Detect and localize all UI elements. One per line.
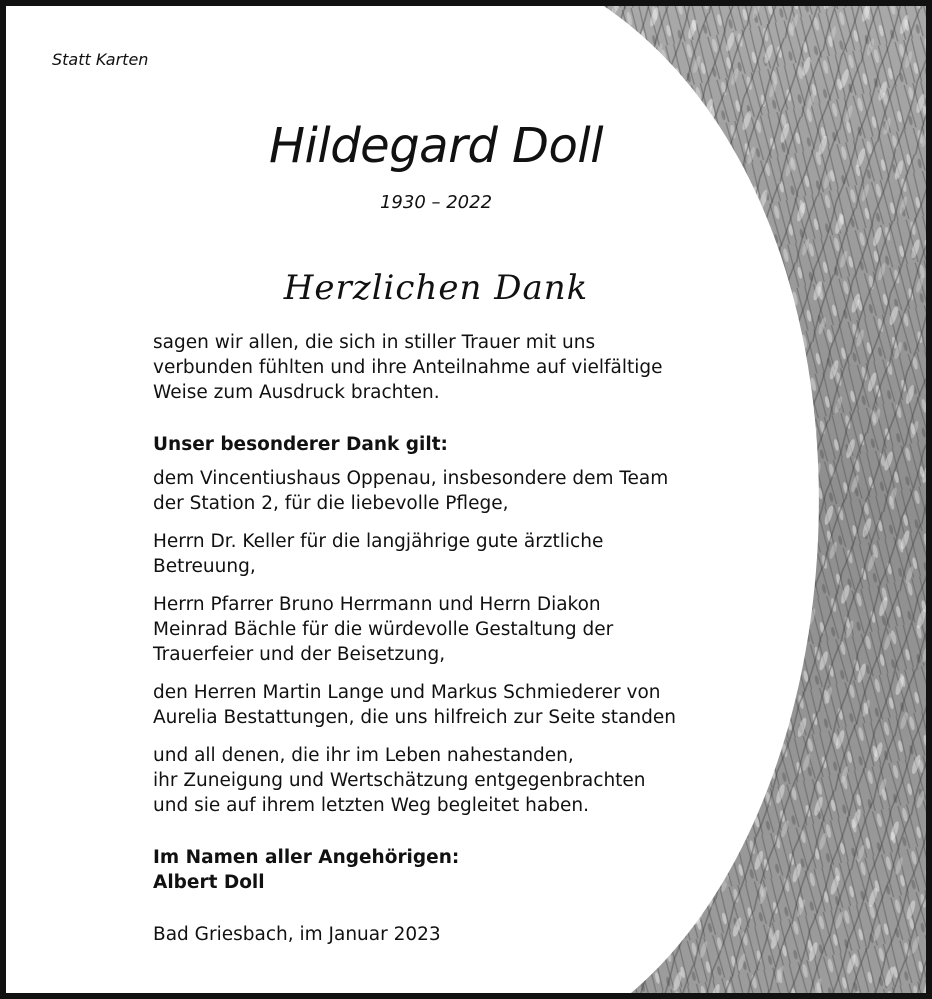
- thanks-paragraph: [153, 592, 753, 667]
- text-line: Herrn Dr. Keller für die langjährige gute ärztliche: [153, 531, 604, 552]
- text-line: ihr Zuneigung und Wertschätzung entgegenbrachten: [153, 770, 646, 791]
- thanks-paragraph: [153, 680, 753, 730]
- text-line: dem Vincentiushaus Oppenau, insbesondere dem Team: [153, 468, 669, 489]
- text-line: Trauerfeier und der Beisetzung,: [153, 644, 446, 665]
- text-line: und all denen, die ihr im Leben nahestanden,: [153, 745, 574, 766]
- thanks-paragraph: [153, 529, 753, 579]
- thanks-paragraph: [153, 466, 753, 516]
- text-line: sagen wir allen, die sich in stiller Trauer mit uns: [153, 332, 596, 353]
- statt-karten-label: Statt Karten: [52, 50, 149, 69]
- text-line: Herrn Pfarrer Bruno Herrmann und Herrn Diakon: [153, 594, 601, 615]
- text-line: den Herren Martin Lange und Markus Schmiederer von: [153, 682, 661, 703]
- life-years: 1930 – 2022: [379, 192, 493, 213]
- intro-paragraph: [153, 330, 753, 405]
- text-line: und sie auf ihrem letzten Weg begleitet haben.: [153, 795, 589, 816]
- text-line: Betreuung,: [153, 556, 256, 577]
- text-line: verbunden fühlten und ihre Anteilnahme auf vielfältige: [153, 357, 663, 378]
- thanks-paragraph: [153, 743, 753, 818]
- text-line: der Station 2, für die liebevolle Pflege,: [153, 493, 509, 514]
- message-body: [153, 330, 753, 947]
- text-line: Aurelia Bestattungen, die uns hilfreich zur Seite standen: [153, 707, 676, 728]
- text-line: Weise zum Ausdruck brachten.: [153, 382, 440, 403]
- special-thanks-heading: Unser besonderer Dank gilt:: [153, 434, 448, 455]
- deceased-name: Hildegard Doll: [268, 118, 604, 174]
- signature-block: [153, 845, 753, 895]
- signatory-name: Albert Doll: [153, 872, 265, 893]
- text-line: Meinrad Bächle für die würdevolle Gestaltung der: [153, 619, 614, 640]
- thanks-headline: Herzlichen Dank: [283, 268, 589, 308]
- place-date: Bad Griesbach, im Januar 2023: [153, 924, 441, 945]
- signature-line: Im Namen aller Angehörigen:: [153, 847, 460, 868]
